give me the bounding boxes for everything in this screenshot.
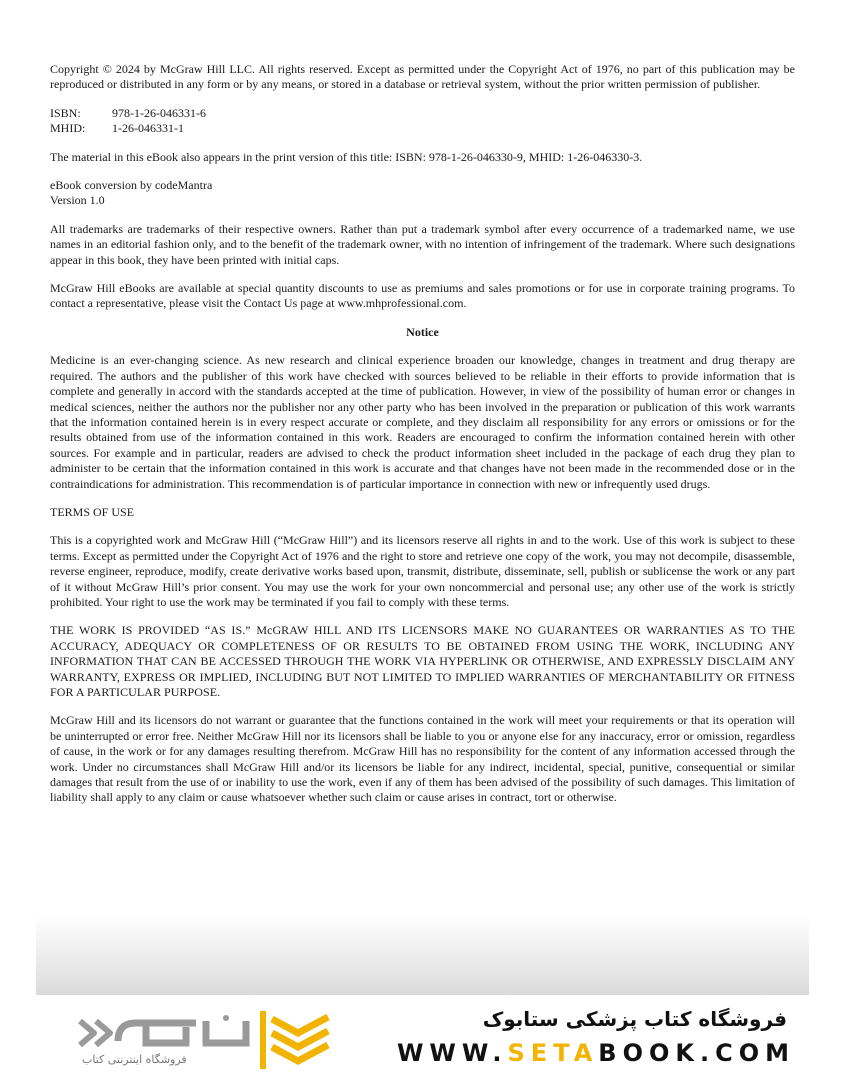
mhid-label: MHID: (50, 121, 86, 136)
chevron-books-icon (258, 1009, 336, 1071)
discounts-paragraph: McGraw Hill eBooks are available at special quantity discounts to use as premiums and sales promotions or for use in corporate training programs. To contact a representative, please visit the Contact Us page at www.mhprofessional.com. (50, 281, 795, 311)
url-highlight: SETA (507, 1039, 599, 1067)
terms-disclaimer: THE WORK IS PROVIDED “AS IS.” McGRAW HILL AND ITS LICENSORS MAKE NO GUARANTEES OR WARRANTIES AS TO THE ACCURACY, ADEQUACY OR COMPLETENESS OF OR RESULTS TO BE OBTAINED FROM USING THE WORK, INCLUDING ANY INFORMATION THAT CAN BE ACCESSED THROUGH THE WORK VIA HYPERLINK OR OTHERWISE, AND EXPRESSLY DISCLAIM ANY WARRANTY, EXPRESS OR IMPLIED, INCLUDING BUT NOT LIMITED TO IMPLIED WARRANTIES OF MERCHANTABILITY OR FITNESS FOR A PARTICULAR PURPOSE. (50, 623, 795, 699)
setabook-logo-icon (76, 1013, 266, 1053)
isbn-value: 978-1-26-046331-6 (112, 105, 206, 120)
setabook-logo (76, 1013, 276, 1073)
terms-heading: TERMS OF USE (50, 504, 135, 519)
copyright-page (50, 62, 795, 819)
mhid-value: 1-26-046331-1 (112, 121, 184, 136)
store-url[interactable] (397, 1039, 795, 1067)
terms-liability: McGraw Hill and its licensors do not warrant or guarantee that the functions contained in the work will meet your requirements or that its operation will be uninterrupted or error free. Neither McGraw Hill nor its licensors shall be liable to you or anyone else for any inaccuracy, error or omission, regardless of cause, in the work or for any damages resulting therefrom. McGraw Hill has no responsibility for the content of any information accessed through the work. Under no circumstances shall McGraw Hill and/or its licensors be liable for any indirect, incidental, special, punitive, consequential or similar damages that result from the use of or inability to use the work, even if any of them has been advised of the possibility of such damages. This limitation of liability shall apply to any claim or cause whatsoever whether such claim or cause arises in contract, tort or otherwise. (50, 713, 795, 805)
url-suffix: BOOK.COM (598, 1039, 795, 1067)
copyright-notice: Copyright © 2024 by McGraw Hill LLC. All rights reserved. Except as permitted under the Copyright Act of 1976, no part of this publication may be reproduced or distributed in any form or by any means, or stored in a database or retrieval system, without the prior written permission of publisher. (50, 62, 795, 92)
logo-subtitle: فروشگاه اینترنتی کتاب (82, 1053, 187, 1066)
store-title: فروشگاه کتاب پزشکی ستابوک (482, 1007, 787, 1031)
watermark-fade (36, 915, 809, 995)
watermark-banner (36, 995, 809, 1079)
terms-paragraph-1: This is a copyrighted work and McGraw Hill (“McGraw Hill”) and its licensors reserve all rights in and to the work. Use of this work is subject to these terms. Except as permitted under the Copyright Act of 1976 and the right to store and retrieve one copy of the work, you may not decompile, disassemble, reverse engineer, reproduce, modify, create derivative works based upon, transmit, distribute, disseminate, sell, publish or sublicense the work or any part of it without McGraw Hill’s prior consent. You may use the work for your own noncommercial and personal use; any other use of the work is strictly prohibited. Your right to use the work may be terminated if you fail to comply with these terms. (50, 533, 795, 609)
isbn-label: ISBN: (50, 105, 81, 120)
trademarks-paragraph: All trademarks are trademarks of their respective owners. Rather than put a trademark symbol after every occurrence of a trademarked name, we use names in an editorial fashion only, and to the benefit of the trademark owner, with no intention of infringement of the trademark. Where such designations appear in this book, they have been printed with initial caps. (50, 221, 795, 267)
conversion-line: eBook conversion by codeMantra (50, 178, 213, 193)
version-line: Version 1.0 (50, 193, 105, 208)
notice-body: Medicine is an ever-changing science. As new research and clinical experience broaden our knowledge, changes in treatment and drug therapy are required. The authors and the publisher of this work have checked with sources believed to be reliable in their efforts to provide information that is complete and generally in accord with the standards accepted at the time of publication. However, in view of the possibility of human error or changes in medical sciences, neither the authors nor the publisher nor any other party who has been involved in the preparation or publication of this work warrants that the information contained herein is in every respect accurate or complete, and they disclaim all responsibility for any errors or omissions or for the results obtained from use of the information contained in this work. Readers are encouraged to confirm the information contained herein with other sources. For example and in particular, readers are advised to check the product information sheet included in the package of each drug they plan to administer to be certain that the information contained in this work is accurate and that changes have not been made in the recommended dose or in the contraindications for administration. This recommendation is of particular importance in connection with new or infrequently used drugs. (50, 353, 795, 491)
isbn-block (50, 106, 795, 137)
notice-heading: Notice (406, 324, 439, 339)
print-version-note: The material in this eBook also appears in the print version of this title: ISBN: 978-1-26-046330-9, MHID: 1-26-046330-3. (50, 149, 643, 164)
url-prefix: WWW. (396, 1039, 508, 1067)
